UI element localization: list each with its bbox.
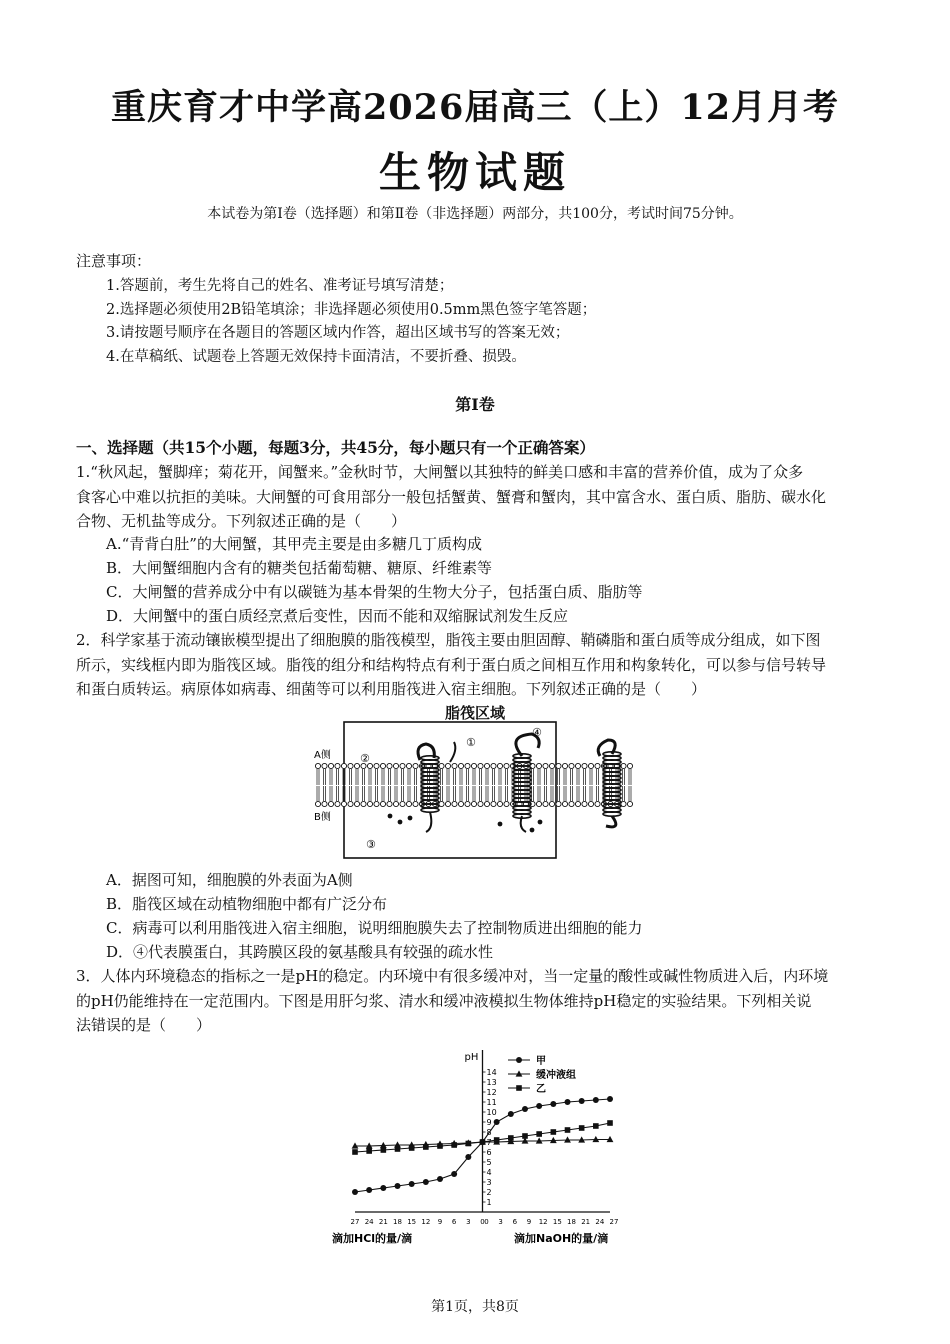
lipid-tail: [571, 786, 573, 801]
section-title: 一、选择题（共15个小题，每题3分，共45分，每小题只有一个正确答案）: [76, 438, 595, 457]
lipid-head: [445, 801, 450, 806]
marker-4: ④: [532, 726, 542, 739]
stem-line: 合物、无机盐等成分。下列叙述正确的是（ ）: [76, 512, 407, 530]
lipid-tail: [506, 786, 508, 801]
data-point: [565, 1099, 571, 1105]
lipid-head: [569, 801, 574, 806]
lipid-tail: [363, 786, 365, 801]
lipid-tail: [454, 786, 456, 801]
lipid-head: [497, 801, 502, 806]
data-point: [451, 1142, 457, 1148]
lipid-head: [536, 763, 541, 768]
x-tick-label-left: 18: [393, 1218, 402, 1226]
stem-line: 和蛋白质转运。病原体如病毒、细菌等可以利用脂筏进入宿主细胞。下列叙述正确的是（ ）: [76, 680, 707, 698]
lipid-head: [335, 763, 340, 768]
data-point: [593, 1097, 599, 1103]
y-tick-label: 10: [486, 1108, 497, 1117]
y-tick-label: 4: [486, 1168, 492, 1177]
stem-line: 所示，实线框内即为脂筏区域。脂筏的组分和结构特点有利于蛋白质之间相互作用和构象转化，可以参与信号转导: [76, 655, 827, 674]
lipid-head: [562, 801, 567, 806]
lipid-tail: [597, 769, 599, 785]
data-point: [381, 1147, 387, 1153]
lipid-head: [471, 801, 476, 806]
lipid-head: [348, 801, 353, 806]
x-tick-label-left: 21: [378, 1218, 388, 1226]
lipid-head: [387, 763, 392, 768]
question-1-options: [106, 532, 642, 628]
lipid-head: [627, 763, 632, 768]
data-point: [508, 1135, 514, 1141]
lipid-head: [543, 801, 548, 806]
lipid-tail: [486, 769, 488, 785]
legend-entry: 缓冲液组: [536, 1070, 576, 1081]
y-tick-label: 6: [486, 1148, 492, 1157]
lipid-tail: [454, 769, 456, 785]
lipid-tail: [597, 786, 599, 801]
lipid-tail: [629, 786, 631, 801]
lipid-tail: [538, 769, 540, 785]
x-axis-label-right: 滴加NaOH的量/滴: [514, 1232, 609, 1245]
lipid-tail: [558, 786, 560, 801]
question-3-stem: [76, 964, 882, 1038]
lipid-head: [569, 763, 574, 768]
side-b-label: B侧: [314, 812, 331, 823]
x-tick-label-right: 18: [567, 1218, 576, 1226]
x-tick-label-left: 15: [407, 1218, 417, 1226]
lipid-head: [341, 801, 346, 806]
lipid-tail: [532, 769, 534, 785]
lipid-tail: [577, 769, 579, 785]
y-tick-label: 14: [486, 1068, 497, 1077]
lipid-tail: [577, 786, 579, 801]
y-tick-label: 11: [486, 1098, 497, 1107]
lipid-head: [504, 763, 509, 768]
lipid-head: [400, 801, 405, 806]
lipid-tail: [538, 786, 540, 801]
side-a-label: A侧: [314, 750, 331, 761]
lipid-tail: [590, 769, 592, 785]
lipid-tail: [441, 769, 443, 785]
lipid-tail: [447, 786, 449, 801]
lipid-head: [341, 763, 346, 768]
lipid-head: [627, 801, 632, 806]
x-tick-label-right: 15: [552, 1218, 562, 1226]
lipid-tail: [389, 769, 391, 785]
lipid-head: [575, 801, 580, 806]
lipid-head: [562, 763, 567, 768]
notice-heading: 注意事项：: [76, 252, 152, 270]
lipid-tail: [408, 769, 410, 785]
data-point: [423, 1179, 429, 1185]
lipid-tail: [473, 786, 475, 801]
lipid-head: [458, 763, 463, 768]
stem-line: 法错误的是（ ）: [76, 1016, 212, 1034]
sugar-chain-node: [530, 828, 535, 833]
lipid-tail: [408, 786, 410, 801]
data-point: [579, 1125, 585, 1131]
lipid-tail: [317, 769, 319, 785]
lipid-head: [452, 763, 457, 768]
lipid-head: [413, 801, 418, 806]
lipid-head: [491, 801, 496, 806]
x-tick-label-right: 12: [538, 1218, 548, 1226]
lipid-head: [367, 801, 372, 806]
lipid-head: [549, 763, 554, 768]
lipid-head: [556, 763, 561, 768]
x-tick-label-right: 24: [595, 1218, 605, 1226]
lipid-tail: [460, 786, 462, 801]
lipid-tail: [564, 786, 566, 801]
lipid-head: [328, 801, 333, 806]
lipid-tail: [499, 769, 501, 785]
legend-entry: 甲: [536, 1056, 546, 1067]
data-point: [522, 1106, 528, 1112]
x-tick-label-right: 6: [512, 1218, 518, 1226]
lipid-tail: [376, 786, 378, 801]
lipid-tail: [356, 786, 358, 801]
stem-line: 食客心中难以抗拒的美味。大闸蟹的可食用部分一般包括蟹黄、蟹膏和蟹肉，其中富含水、蛋白质、脂肪、碳水化: [76, 487, 827, 506]
notice-list: [106, 275, 596, 369]
phospholipid-bilayer: [315, 763, 632, 806]
y-tick-label: 9: [486, 1118, 492, 1127]
option-c: C．病毒可以利用脂筏进入宿主细胞，说明细胞膜失去了控制物质进出细胞的能力: [106, 919, 643, 937]
sugar-chain-node: [408, 816, 413, 821]
x-tick-label-left: 27: [350, 1218, 360, 1226]
lipid-tail: [499, 786, 501, 801]
lipid-tail: [324, 786, 326, 801]
data-point: [437, 1143, 443, 1149]
lipid-head: [354, 763, 359, 768]
helix-turn: [421, 808, 439, 812]
data-point: [536, 1103, 542, 1109]
transmembrane-helices: [388, 734, 621, 832]
lipid-tail: [337, 786, 339, 801]
legend-entry: 乙: [536, 1084, 546, 1095]
lipid-tail: [363, 769, 365, 785]
lipid-head: [556, 801, 561, 806]
lipid-head: [393, 763, 398, 768]
lipid-tail: [337, 769, 339, 785]
y-tick-label: 2: [486, 1188, 492, 1197]
lipid-tail: [545, 786, 547, 801]
data-point: [494, 1119, 500, 1125]
lipid-tail: [460, 769, 462, 785]
lipid-head: [588, 801, 593, 806]
data-point: [494, 1137, 500, 1143]
lipid-head: [374, 763, 379, 768]
x-tick-label-right: 3: [498, 1218, 503, 1226]
x-axis-label-left: 滴加HCl的量/滴: [332, 1232, 413, 1245]
lipid-head: [315, 801, 320, 806]
lipid-head: [374, 801, 379, 806]
exam-intro: 本试卷为第Ⅰ卷（选择题）和第Ⅱ卷（非选择题）两部分，共100分，考试时间75分钟。: [207, 206, 743, 222]
exam-title: 重庆育才中学高2026届高三（上）12月月考: [110, 87, 840, 128]
data-point: [395, 1146, 401, 1152]
lipid-head: [497, 763, 502, 768]
lipid-head: [491, 763, 496, 768]
lipid-head: [595, 801, 600, 806]
lipid-tail: [564, 769, 566, 785]
lipid-tail: [493, 786, 495, 801]
data-point: [366, 1187, 372, 1193]
lipid-tail: [480, 786, 482, 801]
lipid-raft-figure-title: 脂筏区域: [444, 704, 505, 722]
lipid-tail: [545, 769, 547, 785]
data-point: [465, 1154, 471, 1160]
data-point: [366, 1148, 372, 1154]
lipid-head: [348, 763, 353, 768]
lipid-head: [380, 801, 385, 806]
lipid-tail: [590, 786, 592, 801]
lipid-tail: [415, 769, 417, 785]
x-tick-label-left: 9: [437, 1218, 443, 1226]
lipid-head: [380, 763, 385, 768]
lipid-tail: [350, 786, 352, 801]
question-1-stem: [76, 460, 882, 534]
lipid-head: [504, 801, 509, 806]
lipid-head: [588, 763, 593, 768]
lipid-head: [465, 801, 470, 806]
y-tick-label: 7: [486, 1138, 492, 1147]
y-tick-label: 8: [486, 1128, 492, 1137]
lipid-head: [575, 763, 580, 768]
option-b: B．脂筏区域在动植物细胞中都有广泛分布: [106, 895, 388, 913]
data-point: [380, 1185, 386, 1191]
data-point: [522, 1133, 528, 1139]
data-point: [593, 1123, 599, 1129]
stem-line: 1.“秋风起，蟹脚痒；菊花开，闻蟹来。”金秋时节，大闸蟹以其独特的鲜美口感和丰富的营养价值，成为了众多: [76, 463, 804, 481]
lipid-tail: [623, 769, 625, 785]
notice-item: 4.在草稿纸、试题卷上答题无效保持卡面清洁，不要折叠、损毁。: [106, 348, 526, 365]
sugar-chain-node: [498, 822, 503, 827]
lipid-head: [478, 801, 483, 806]
lipid-head: [465, 763, 470, 768]
lipid-head: [328, 763, 333, 768]
lipid-head: [335, 801, 340, 806]
data-point: [536, 1131, 542, 1137]
protein-loop: [598, 740, 615, 756]
lipid-tail: [551, 786, 553, 801]
x-tick-label-left: 24: [364, 1218, 374, 1226]
lipid-head: [361, 801, 366, 806]
lipid-tail: [493, 769, 495, 785]
subject-title: 生物试题: [378, 148, 571, 197]
data-point: [466, 1141, 472, 1147]
lipid-tail: [369, 769, 371, 785]
lipid-tail: [467, 769, 469, 785]
lipid-tail: [317, 786, 319, 801]
option-c: C．大闸蟹的营养成分中有以碳链为基本骨架的生物大分子，包括蛋白质、脂肪等: [106, 583, 643, 601]
data-point: [409, 1145, 415, 1151]
lipid-head: [458, 801, 463, 806]
lipid-tail: [571, 769, 573, 785]
lipid-tail: [629, 769, 631, 785]
notice-item: 2.选择题必须使用2B铅笔填涂；非选择题必须使用0.5mm黑色签字笔答题；: [106, 301, 597, 318]
lipid-head: [354, 801, 359, 806]
lipid-head: [478, 763, 483, 768]
option-d: D．大闸蟹中的蛋白质经烹煮后变性，因而不能和双缩脲试剂发生反应: [106, 607, 569, 625]
lipid-head: [595, 763, 600, 768]
data-point: [423, 1144, 429, 1150]
lipid-head: [322, 801, 327, 806]
data-point: [352, 1149, 358, 1155]
lipid-head: [582, 801, 587, 806]
data-point: [437, 1176, 443, 1182]
lipid-tail: [382, 769, 384, 785]
data-point: [352, 1189, 358, 1195]
x-tick-label-right: 21: [581, 1218, 591, 1226]
helix-turn: [603, 812, 621, 816]
question-2-options: [106, 868, 642, 964]
lipid-head: [445, 763, 450, 768]
lipid-tail: [330, 786, 332, 801]
stem-line: 2．科学家基于流动镶嵌模型提出了细胞膜的脂筏模型，脂筏主要由胆固醇、鞘磷脂和蛋白质等成分组成，如下图: [76, 631, 821, 649]
y-tick-label: 12: [486, 1088, 497, 1097]
lipid-tail: [395, 769, 397, 785]
lipid-tail: [447, 769, 449, 785]
lipid-tail: [623, 786, 625, 801]
lipid-head: [315, 763, 320, 768]
option-b: B．大闸蟹细胞内含有的糖类包括葡萄糖、糖原、纤维素等: [106, 559, 493, 577]
y-axis-label: pH: [464, 1052, 479, 1063]
lipid-head: [582, 763, 587, 768]
lipid-tail: [551, 769, 553, 785]
lipid-head: [406, 763, 411, 768]
volume-title: 第Ⅰ卷: [455, 395, 495, 414]
marker-1: ①: [466, 736, 476, 749]
lipid-head: [452, 801, 457, 806]
x-tick-label-left: 3: [466, 1218, 471, 1226]
data-point: [508, 1111, 514, 1117]
lipid-head: [413, 763, 418, 768]
x-tick-label-right: 0: [484, 1218, 489, 1226]
ph-chart: [330, 1040, 630, 1270]
lipid-tail: [376, 769, 378, 785]
protein-chain: [450, 742, 455, 762]
marker-2: ②: [360, 752, 370, 765]
lipid-head: [471, 763, 476, 768]
data-point: [550, 1101, 556, 1107]
lipid-tail: [395, 786, 397, 801]
x-tick-label-left: 0: [480, 1218, 485, 1226]
option-a: A．据图可知，细胞膜的外表面为A侧: [106, 871, 353, 889]
lipid-tail: [402, 786, 404, 801]
lipid-tail: [486, 786, 488, 801]
stem-line: 的pH仍能维持在一定范围内。下图是用肝匀浆、清水和缓冲液模拟生物体维持pH稳定的实验结果。下列相关说: [76, 991, 812, 1010]
lipid-head: [387, 801, 392, 806]
lipid-head: [549, 801, 554, 806]
page-footer: 第1页，共8页: [431, 1299, 519, 1315]
sugar-chain-node: [398, 820, 403, 825]
option-d: D．④代表膜蛋白，其跨膜区段的氨基酸具有较强的疏水性: [106, 943, 494, 961]
lipid-head: [484, 763, 489, 768]
lipid-raft-diagram: [300, 720, 660, 865]
lipid-tail: [532, 786, 534, 801]
lipid-tail: [467, 786, 469, 801]
data-point: [579, 1098, 585, 1104]
lipid-tail: [441, 786, 443, 801]
y-tick-label: 13: [486, 1078, 497, 1087]
legend-marker: [516, 1057, 522, 1063]
lipid-tail: [584, 769, 586, 785]
x-tick-label-right: 27: [609, 1218, 619, 1226]
y-tick-label: 5: [486, 1158, 492, 1167]
lipid-head: [484, 801, 489, 806]
lipid-tail: [506, 769, 508, 785]
notice-item: 3.请按题号顺序在各题目的答题区域内作答，超出区域书写的答案无效；: [106, 325, 570, 341]
lipid-head: [536, 801, 541, 806]
y-tick-label: 1: [486, 1198, 492, 1207]
sugar-chain-node: [388, 814, 393, 819]
lipid-tail: [324, 769, 326, 785]
lipid-tail: [558, 769, 560, 785]
x-tick-label-right: 9: [526, 1218, 532, 1226]
lipid-tail: [330, 769, 332, 785]
lipid-tail: [356, 769, 358, 785]
legend-marker: [516, 1085, 522, 1091]
y-tick-label: 3: [486, 1178, 492, 1187]
data-point: [565, 1127, 571, 1133]
lipid-tail: [389, 786, 391, 801]
data-point: [409, 1181, 415, 1187]
lipid-tail: [480, 769, 482, 785]
marker-3: ③: [366, 838, 376, 851]
lipid-head: [543, 763, 548, 768]
x-tick-label-left: 6: [451, 1218, 457, 1226]
sugar-chain-node: [538, 820, 543, 825]
data-point: [480, 1139, 486, 1145]
data-point: [395, 1183, 401, 1189]
stem-line: 3．人体内环境稳态的指标之一是pH的稳定。内环境中有很多缓冲对，当一定量的酸性或碱性物质进入后，内环境: [76, 967, 829, 985]
x-tick-label-left: 12: [421, 1218, 431, 1226]
protein-tail: [426, 812, 526, 832]
data-point: [551, 1129, 557, 1135]
data-point: [607, 1096, 613, 1102]
lipid-tail: [369, 786, 371, 801]
lipid-tail: [415, 786, 417, 801]
option-a: A.“青背白肚”的大闸蟹，其甲壳主要是由多糖几丁质构成: [106, 535, 482, 553]
lipid-tail: [584, 786, 586, 801]
lipid-head: [322, 763, 327, 768]
data-point: [607, 1120, 613, 1126]
lipid-head: [406, 801, 411, 806]
lipid-tail: [350, 769, 352, 785]
question-2-stem: [76, 628, 882, 702]
notice-item: 1.答题前，考生先将自己的姓名、准考证号填写清楚；: [106, 278, 454, 294]
lipid-tail: [473, 769, 475, 785]
protein-tail: [606, 816, 616, 827]
lipid-tail: [402, 769, 404, 785]
lipid-head: [393, 801, 398, 806]
data-point: [451, 1171, 457, 1177]
lipid-head: [400, 763, 405, 768]
lipid-tail: [382, 786, 384, 801]
